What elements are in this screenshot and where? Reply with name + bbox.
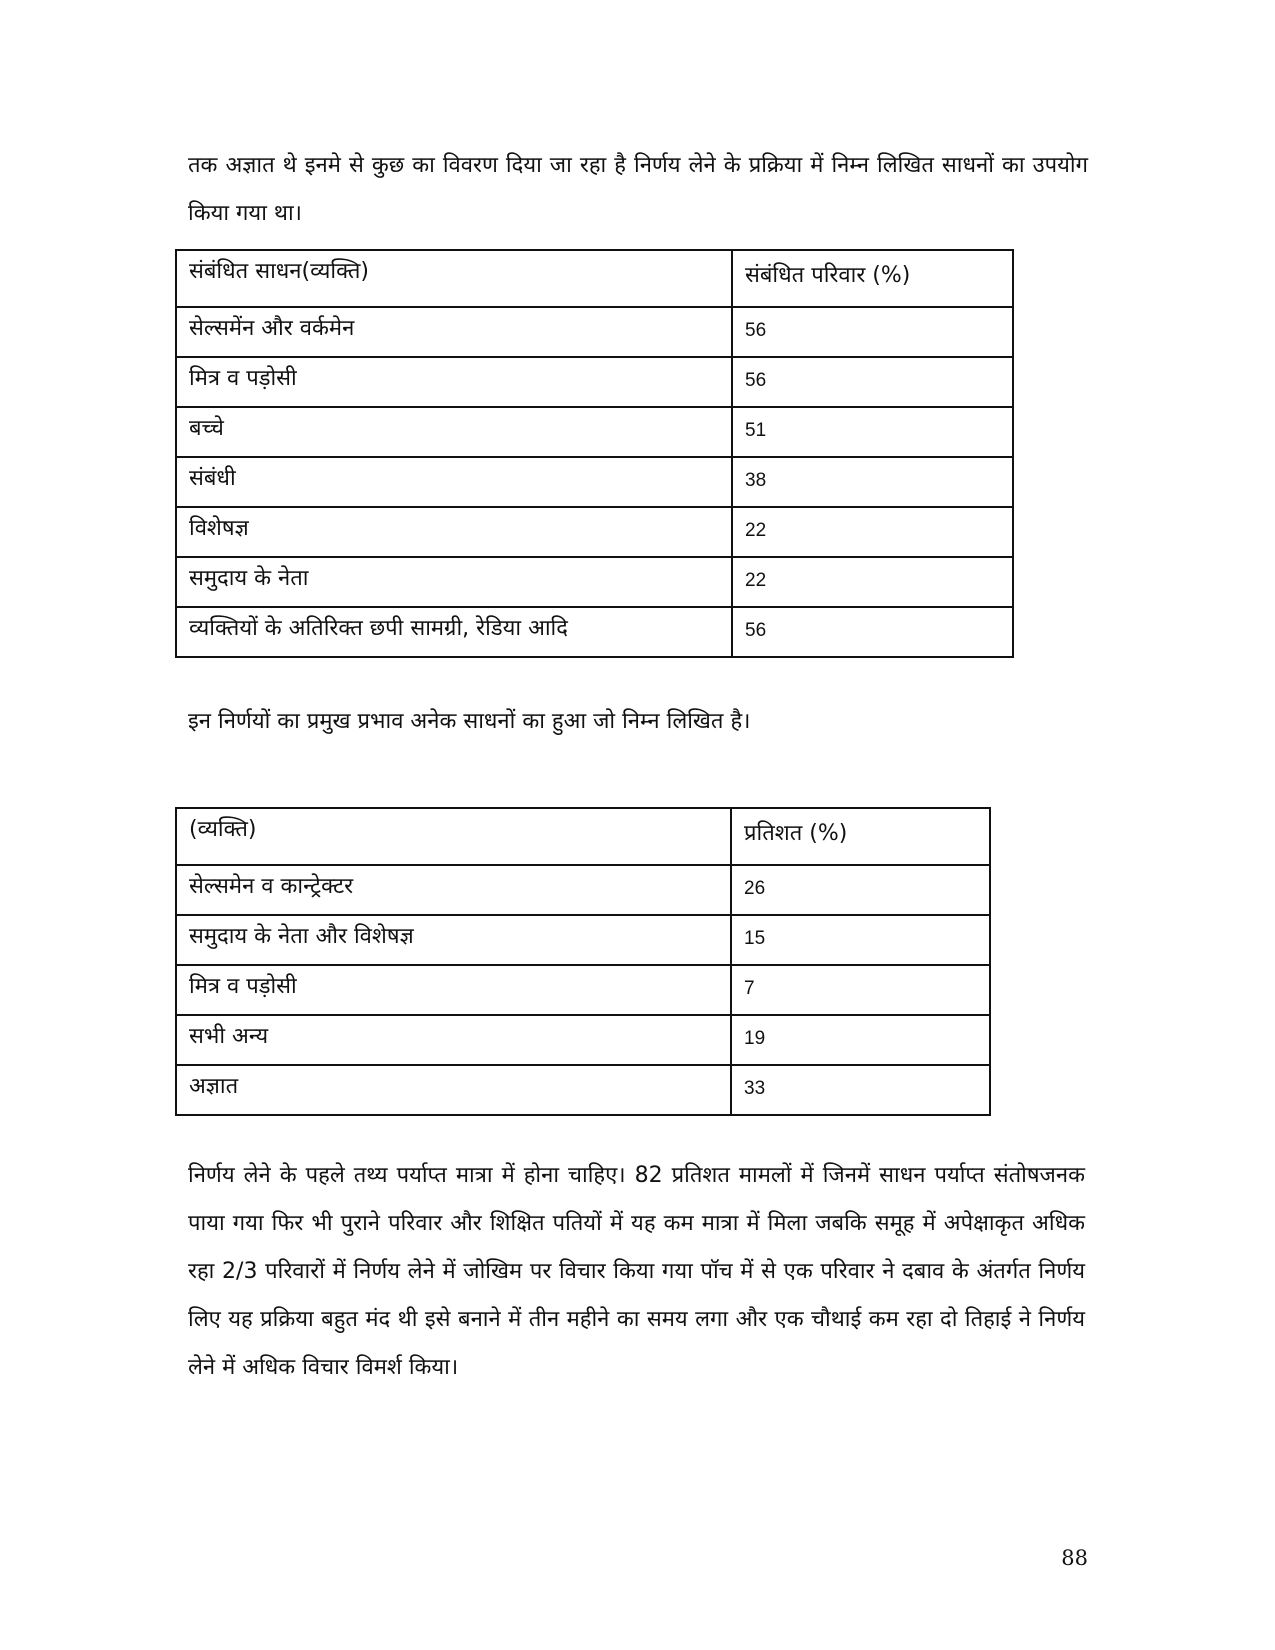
table-row — [176, 507, 1013, 557]
table-row — [176, 965, 990, 1015]
table-cell-label: व्यक्तियों के अतिरिक्त छपी सामग्री, रेडिया आदि — [176, 607, 732, 657]
table-cell-label: सेल्समेन व कान्ट्रेक्टर — [176, 865, 731, 915]
table-row — [176, 607, 1013, 657]
table-cell-value: 51 — [732, 407, 1013, 457]
table-cell-label: सभी अन्य — [176, 1015, 731, 1065]
table-cell-value: 7 — [731, 965, 990, 1015]
table-cell-value: 19 — [731, 1015, 990, 1065]
table-cell-label: संबंधी — [176, 457, 732, 507]
table-cell-value: 56 — [732, 307, 1013, 357]
table-cell-label: समुदाय के नेता — [176, 557, 732, 607]
page-number: 88 — [1061, 1546, 1088, 1570]
sources-table — [175, 249, 1014, 658]
table-row — [176, 557, 1013, 607]
table-row — [176, 865, 990, 915]
table-cell-label: बच्चे — [176, 407, 732, 457]
intro-paragraph: तक अज्ञात थे इनमे से कुछ का विवरण दिया जा रहा है निर्णय लेने के प्रक्रिया में निम्न लिखित साधनों का उपयोग किया गया था। — [188, 153, 1088, 226]
table-row — [176, 357, 1013, 407]
middle-paragraph: इन निर्णयों का प्रमुख प्रभाव अनेक साधनों का हुआ जो निम्न लिखित है। — [188, 709, 751, 734]
table-cell-label: मित्र व पड़ोसी — [176, 357, 732, 407]
closing-paragraph: निर्णय लेने के पहले तथ्य पर्याप्त मात्रा में होना चाहिए। 82 प्रतिशत मामलों में जिनमें साधन पर्याप्त संतोषजनक पाया गया फिर भी पुराने परिवार और शिक्षित पतियों में यह कम मात्रा में मिला जबकि समूह में अपेक्षाकृत अधिक रहा 2/3 परिवारों में निर्णय लेने में जोखिम पर विचार किया गया पॉच में से एक परिवार ने दबाव के अंतर्गत निर्णय लिए यह प्रक्रिया बहुत मंद थी इसे बनाने में तीन महीने का समय लगा और एक चौथाई कम रहा दो तिहाई ने निर्णय लेने में अधिक विचार विमर्श किया। — [188, 1163, 1085, 1380]
influence-table — [175, 807, 991, 1116]
table-header-row — [176, 250, 1013, 307]
table-header-cell: प्रतिशत (%) — [731, 808, 990, 865]
table-cell-value: 22 — [732, 507, 1013, 557]
table-cell-label: सेल्समेंन और वर्कमेन — [176, 307, 732, 357]
table-row — [176, 407, 1013, 457]
table-header-cell: (व्यक्ति) — [176, 808, 731, 865]
table-cell-value: 56 — [732, 357, 1013, 407]
table-cell-value: 56 — [732, 607, 1013, 657]
table-header-cell: संबंधित परिवार (%) — [732, 250, 1013, 307]
table-cell-value: 33 — [731, 1065, 990, 1115]
table-cell-label: अज्ञात — [176, 1065, 731, 1115]
table-cell-label: मित्र व पड़ोसी — [176, 965, 731, 1015]
table-cell-value: 22 — [732, 557, 1013, 607]
table-cell-value: 38 — [732, 457, 1013, 507]
table-cell-value: 15 — [731, 915, 990, 965]
table-cell-value: 26 — [731, 865, 990, 915]
table-row — [176, 307, 1013, 357]
table-row — [176, 457, 1013, 507]
table-cell-label: समुदाय के नेता और विशेषज्ञ — [176, 915, 731, 965]
table-row — [176, 1015, 990, 1065]
table-row — [176, 1065, 990, 1115]
table-header-row — [176, 808, 990, 865]
table-row — [176, 915, 990, 965]
table-cell-label: विशेषज्ञ — [176, 507, 732, 557]
table-header-cell: संबंधित साधन(व्यक्ति) — [176, 250, 732, 307]
